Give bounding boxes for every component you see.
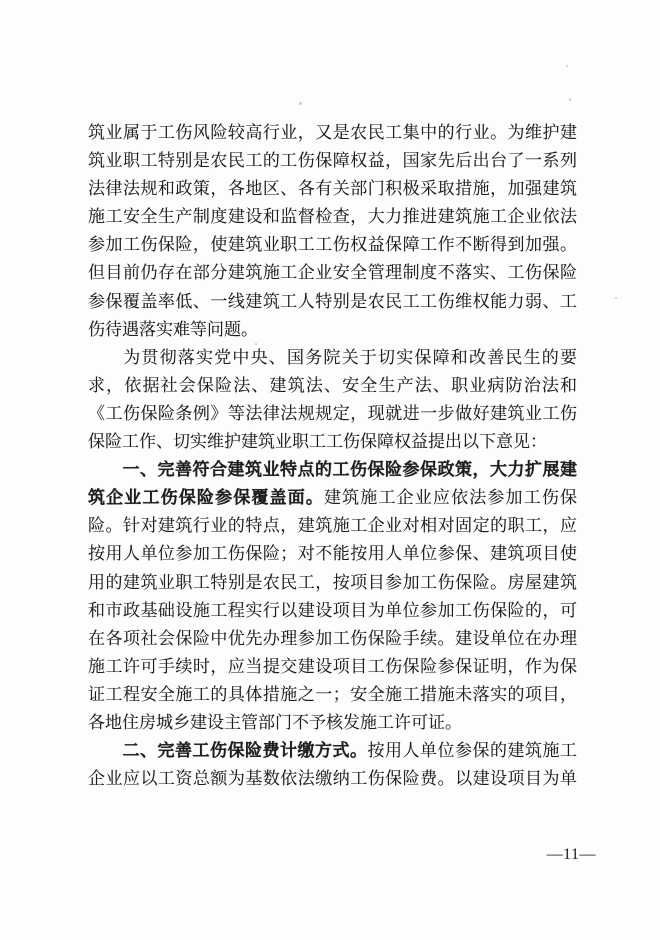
- text-line: [88, 119, 577, 147]
- body-text-segment: 按用人单位参保的建筑施工: [367, 741, 577, 761]
- text-line: [88, 147, 577, 175]
- body-text-segment: 施工安全生产制度建设和监督检查，大力推进建筑施工企业依法: [88, 207, 577, 227]
- body-text-segment: 证工程安全施工的具体措施之一；安全施工措施未落实的项目，: [88, 684, 577, 704]
- text-line: [88, 231, 577, 259]
- paragraph-indent: [88, 362, 122, 363]
- body-text-segment: 筑业属于工伤风险较高行业，又是农民工集中的行业。为维护建: [88, 123, 577, 142]
- text-line: [88, 709, 577, 737]
- document-body-text: [88, 119, 577, 793]
- text-line: [88, 456, 577, 484]
- text-line: [88, 428, 577, 456]
- scan-speck: [569, 98, 571, 101]
- text-line: [88, 653, 577, 681]
- body-text-segment: 用的建筑业职工特别是农民工，按项目参加工伤保险。房屋建筑: [88, 572, 577, 592]
- paragraph-indent: [88, 474, 122, 475]
- body-text-segment: 和市政基础设施工程实行以建设项目为单位参加工伤保险的，可: [88, 600, 577, 620]
- paragraph-indent: [88, 755, 122, 756]
- text-line: [88, 737, 577, 765]
- text-line: [88, 400, 577, 428]
- text-line: [88, 175, 577, 203]
- scan-speck: [615, 297, 617, 299]
- text-line: [88, 681, 577, 709]
- body-text-segment: 施工许可手续时，应当提交建设项目工伤保险参保证明，作为保: [88, 656, 577, 676]
- text-line: [88, 512, 577, 540]
- body-text-segment: 但目前仍存在部分建筑施工企业安全管理制度不落实、工伤保险: [88, 263, 577, 283]
- text-line: [88, 625, 577, 653]
- scan-speck: [566, 65, 568, 67]
- text-line: [88, 259, 577, 287]
- body-text-segment: 险。针对建筑行业的特点，建筑施工企业对相对固定的职工，应: [88, 516, 577, 536]
- text-line: [88, 316, 577, 344]
- text-line: [88, 344, 577, 372]
- body-text-segment: 保险工作、切实维护建筑业职工工伤保障权益提出以下意见：: [88, 432, 547, 452]
- heading-text-segment: 二、完善工伤保险费计缴方式。: [122, 741, 368, 761]
- text-line: [88, 288, 577, 316]
- body-text-segment: 《工伤保险条例》等法律法规规定，现就进一步做好建筑业工伤: [88, 403, 577, 423]
- body-text-segment: 按用人单位参加工伤保险；对不能按用人单位参保、建筑项目使: [88, 544, 577, 564]
- text-line: [88, 484, 577, 512]
- heading-text-segment: 筑企业工伤保险参保覆盖面。: [88, 488, 324, 508]
- body-text-segment: 建筑施工企业应依法参加工伤保: [324, 488, 577, 508]
- body-text-segment: 筑业职工特别是农民工的工伤保障权益，国家先后出台了一系列: [88, 151, 577, 171]
- body-text-segment: 求，依据社会保险法、建筑法、安全生产法、职业病防治法和: [88, 375, 577, 395]
- scan-speck: [299, 102, 302, 105]
- text-line: [88, 540, 577, 568]
- body-text-segment: 法律法规和政策，各地区、各有关部门积极采取措施，加强建筑: [88, 179, 577, 199]
- text-line: [88, 569, 577, 597]
- body-text-segment: 伤待遇落实难等问题。: [88, 319, 258, 339]
- body-text-segment: 参加工伤保险，使建筑业职工工伤权益保障工作不断得到加强。: [88, 235, 577, 255]
- text-line: [88, 765, 577, 793]
- body-text-segment: 各地住房城乡建设主管部门不予核发施工许可证。: [88, 712, 462, 732]
- text-line: [88, 372, 577, 400]
- text-line: [88, 597, 577, 625]
- body-text-segment: 企业应以工资总额为基数依法缴纳工伤保险费。以建设项目为单: [88, 769, 577, 789]
- body-text-segment: 参保覆盖率低、一线建筑工人特别是农民工工伤维权能力弱、工: [88, 291, 577, 311]
- body-text-segment: 在各项社会保险中优先办理参加工伤保险手续。建设单位在办理: [88, 628, 577, 648]
- heading-text-segment: 一、完善符合建筑业特点的工伤保险参保政策，大力扩展建: [122, 460, 577, 480]
- page-number: —11—: [546, 846, 596, 863]
- body-text-segment: 为贯彻落实党中央、国务院关于切实保障和改善民生的要: [122, 347, 577, 367]
- text-line: [88, 203, 577, 231]
